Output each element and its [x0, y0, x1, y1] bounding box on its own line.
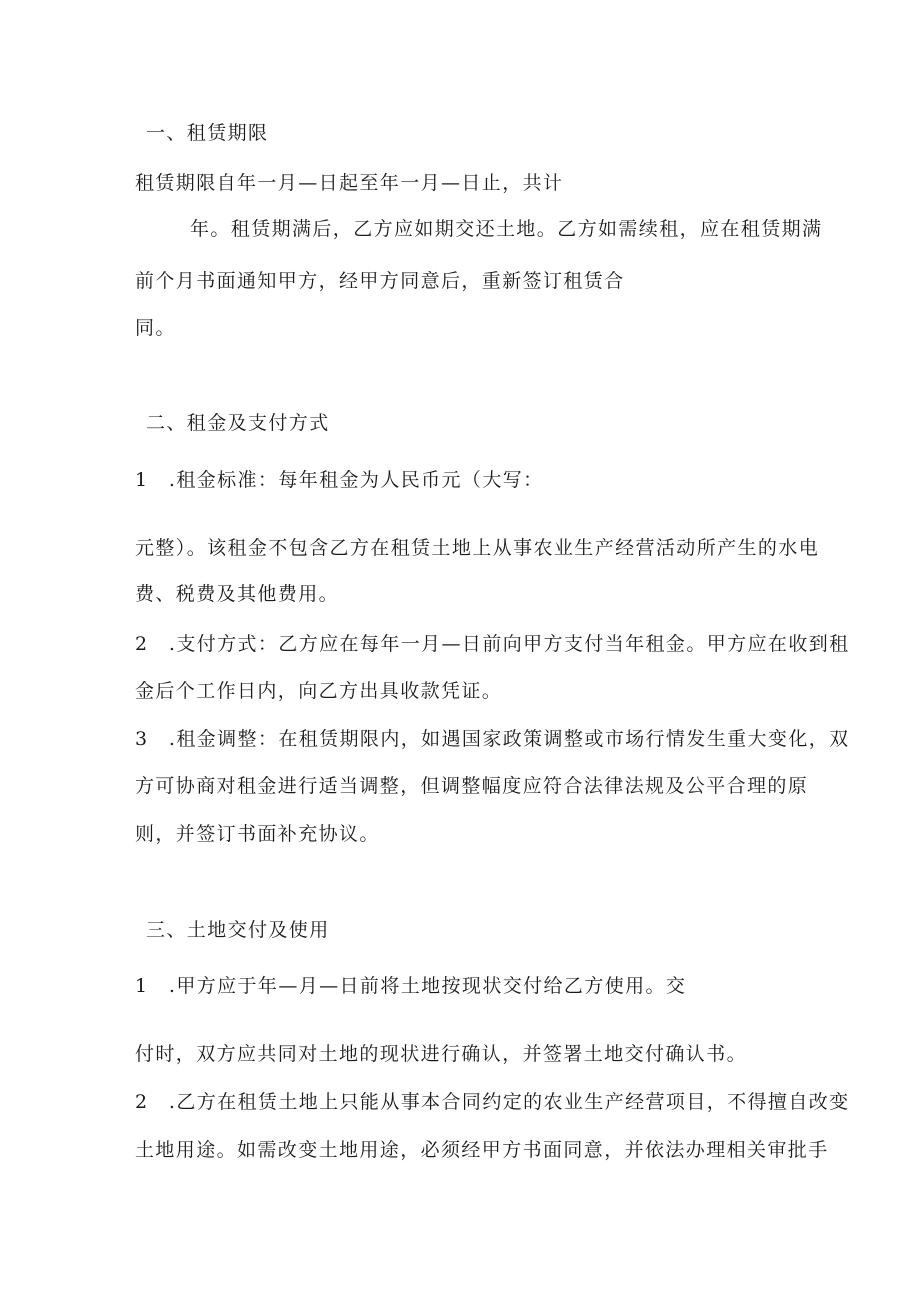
section-heading-land-delivery: 三、土地交付及使用 — [146, 919, 330, 941]
paragraph-line: 元整）。该租金不包含乙方在租赁土地上从事农业生产经营活动所产生的水电 — [135, 537, 820, 559]
paragraph-line: 则，并签订书面补充协议。 — [135, 823, 380, 845]
paragraph-line: 付时，双方应共同对土地的现状进行确认，并签署土地交付确认书。 — [135, 1043, 748, 1065]
paragraph-line: 1 .甲方应于年—月—日前将土地按现状交付给乙方使用。交 — [135, 975, 687, 997]
paragraph-line: 年。租赁期满后，乙方应如期交还土地。乙方如需续租，应在租赁期满 — [190, 218, 823, 240]
paragraph-line: 金后个工作日内，向乙方出具收款凭证。 — [135, 680, 503, 702]
section-heading-rent-payment: 二、租金及支付方式 — [146, 412, 330, 434]
paragraph-line: 1 .租金标准：每年租金为人民币元（大写： — [135, 469, 544, 491]
paragraph-line: 费、税费及其他费用。 — [135, 583, 340, 605]
paragraph-line: 3 .租金调整：在租赁期限内，如遇国家政策调整或市场行情发生重大变化，双 — [135, 728, 850, 750]
section-heading-lease-term: 一、租赁期限 — [146, 122, 269, 144]
paragraph-line: 前个月书面通知甲方，经甲方同意后，重新签订租赁合 — [135, 270, 625, 292]
paragraph-line: 方可协商对租金进行适当调整，但调整幅度应符合法律法规及公平合理的原 — [135, 775, 809, 797]
paragraph-line: 租赁期限自年一月—日起至年一月—日止，共计 — [135, 172, 564, 194]
paragraph-line: 2 .支付方式：乙方应在每年一月—日前向甲方支付当年租金。甲方应在收到租 — [135, 633, 850, 655]
paragraph-line: 土地用途。如需改变土地用途，必须经甲方书面同意，并依法办理相关审批手 — [135, 1139, 829, 1161]
paragraph-line: 2 .乙方在租赁土地上只能从事本合同约定的农业生产经营项目，不得擅自改变 — [135, 1091, 850, 1113]
paragraph-line: 同。 — [135, 317, 176, 339]
